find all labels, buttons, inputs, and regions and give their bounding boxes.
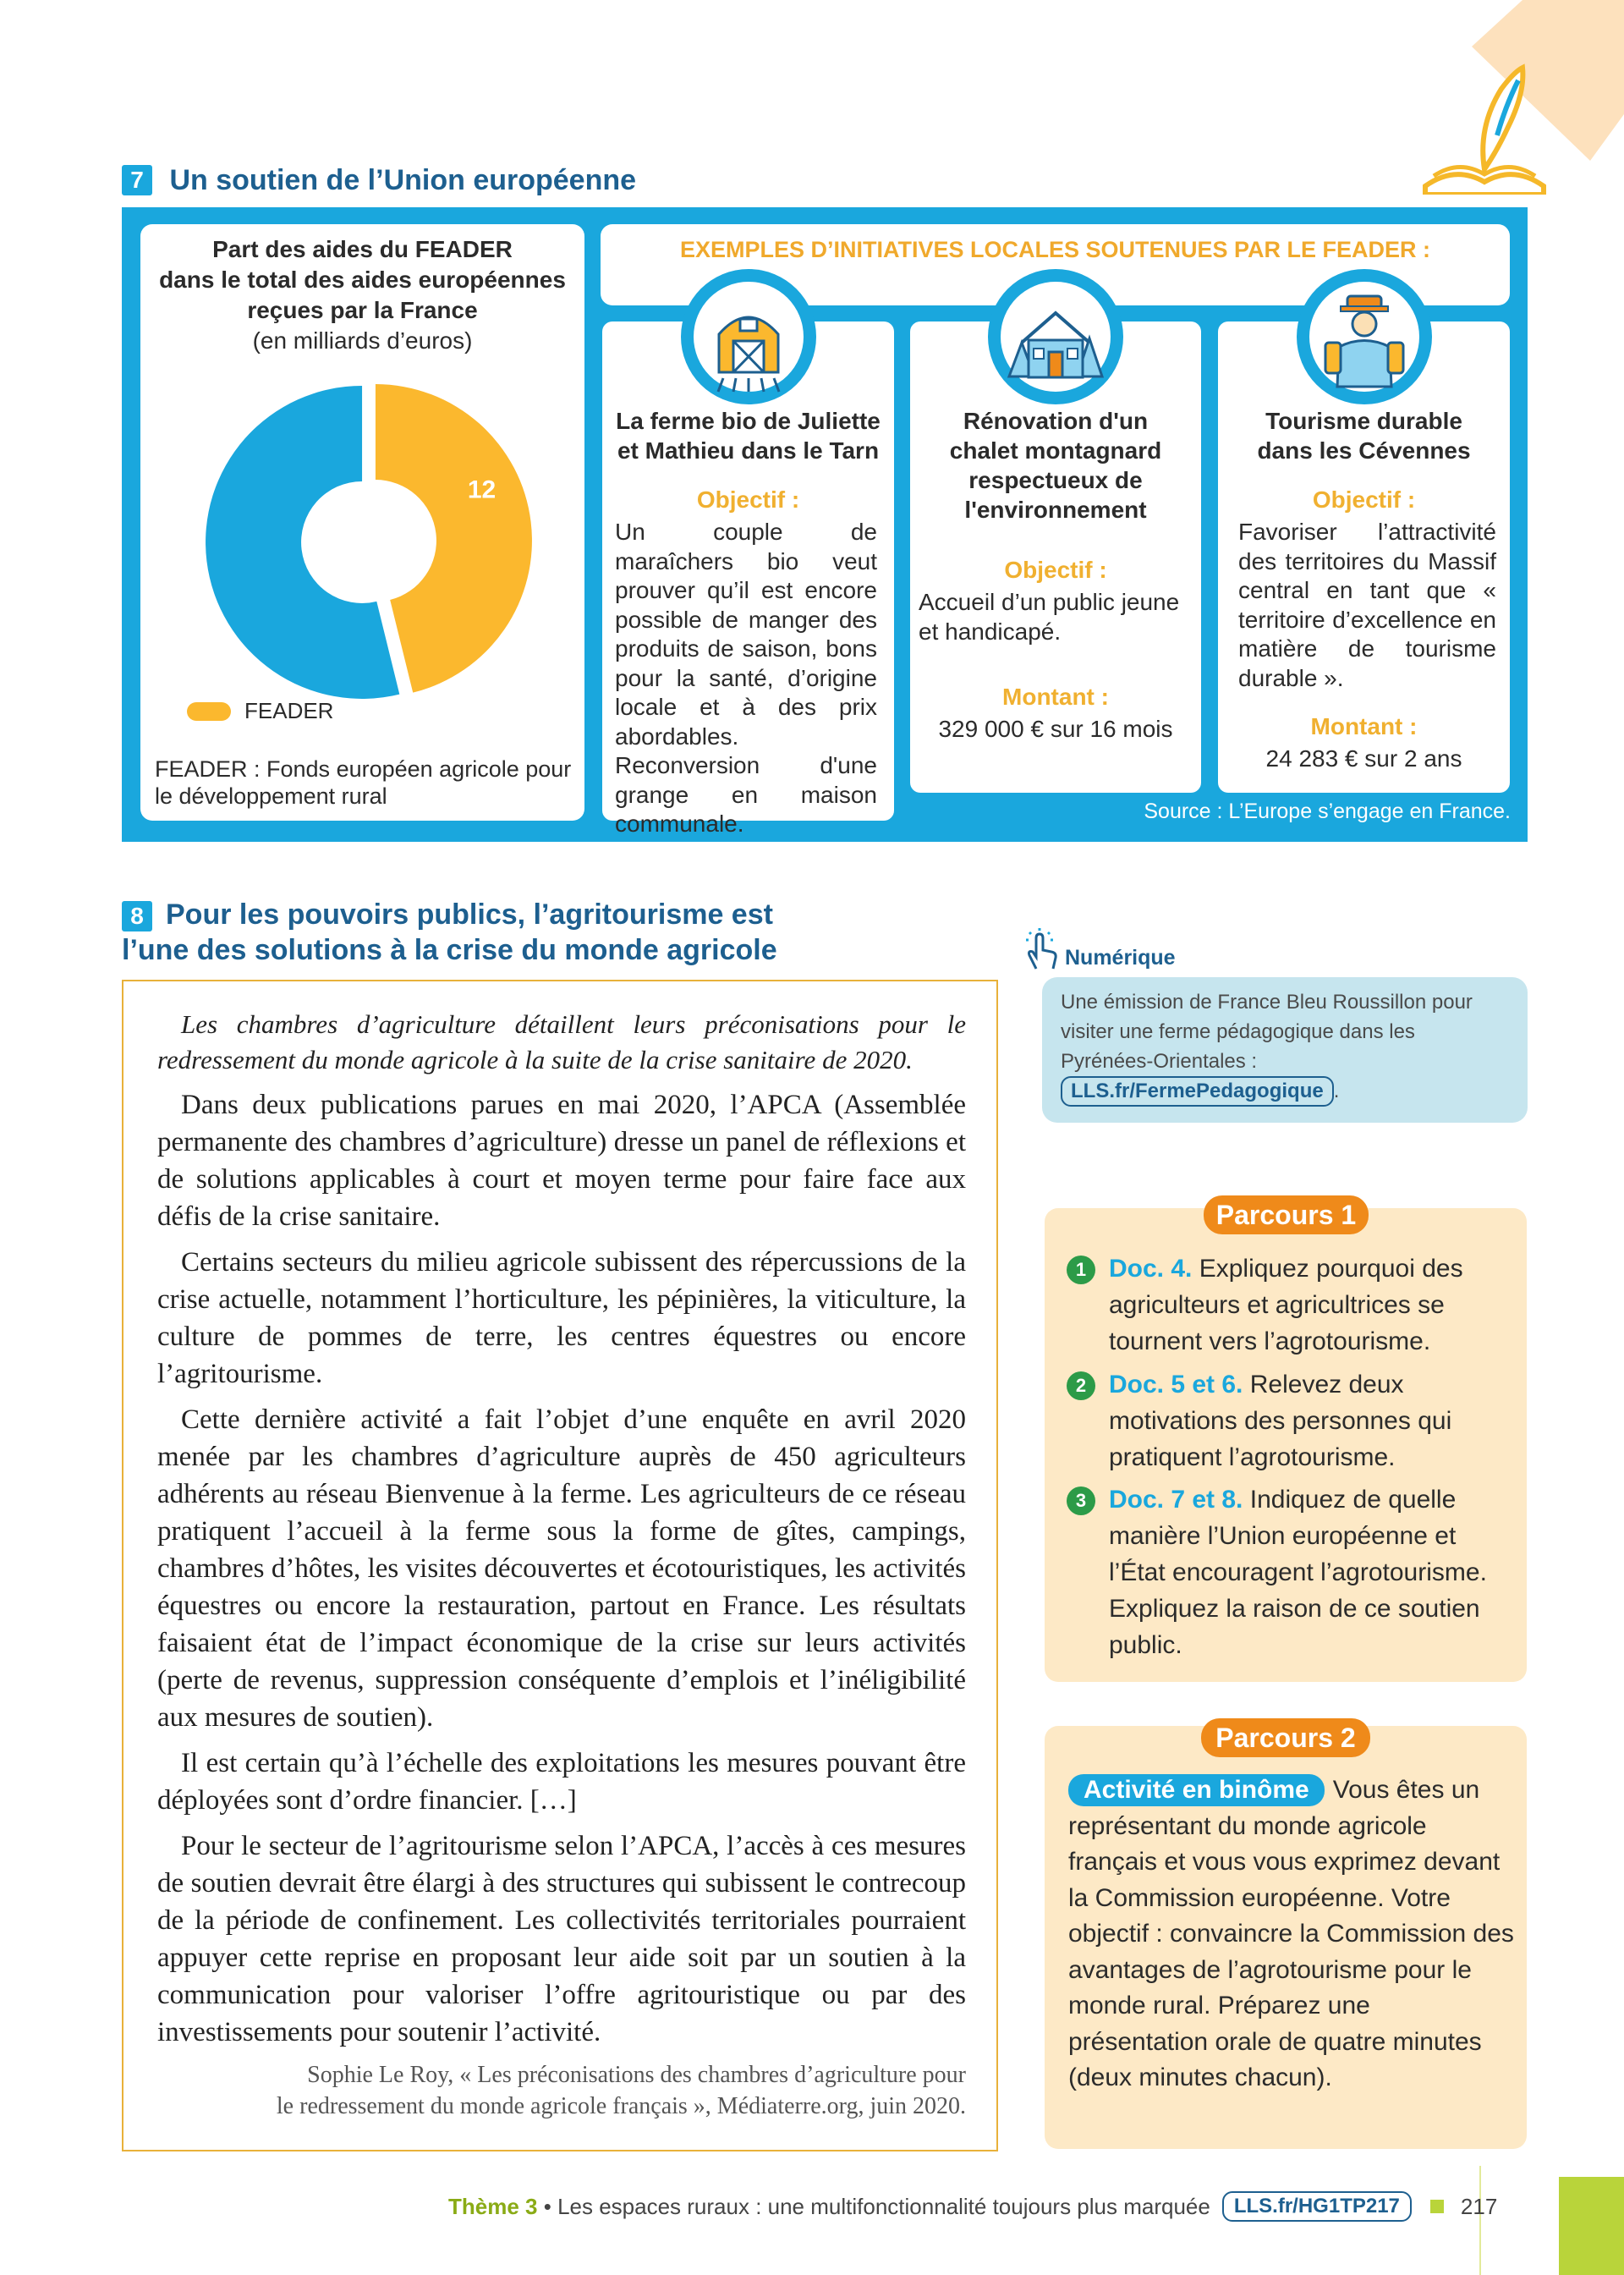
question-number: 3 <box>1067 1486 1095 1515</box>
numerique-heading <box>1019 926 1176 970</box>
doc-ref: Doc. 4. <box>1109 1255 1193 1283</box>
doc7-source: Source : L’Europe s’engage en France. <box>1144 800 1511 823</box>
doc8-source-line2: le redressement du monde agricole français », Médiaterre.org, juin 2020. <box>276 2093 966 2119</box>
doc7-title: Un soutien de l’Union européenne <box>169 164 637 196</box>
pie-slice-feader <box>376 384 532 693</box>
doc7-heading <box>122 162 636 198</box>
footer-separator: • <box>537 2193 558 2219</box>
numerique-box <box>1042 977 1528 1123</box>
chart-title <box>140 234 584 356</box>
doc8-number: 8 <box>122 901 152 931</box>
objective-text: Un couple de maraîchers bio veut prouver qu’il est encore possible de manger des produits de saison, bons pour la santé, d’origine locale et à des prix abordables. Reconversion d'une grange en maison communale. <box>615 519 877 837</box>
doc8-paragraph: Certains secteurs du milieu agricole subissent des répercussions de la crise actuelle, notamment l’horticulture, les pépinières, la viticulture, la culture de pommes de terre, les centres équestres ou encore l’agritourisme. <box>157 1247 966 1389</box>
page-footer <box>448 2191 1548 2222</box>
doc8-paragraph: Dans deux publications parues en mai 2020, l’APCA (Assemblée permanente des chambres d’agriculture) dresse un panel de réflexions et de solutions applicables à court et moyen terme pour faire face aux défis de la crise sanitaire. <box>157 1090 966 1232</box>
question-text: Relevez deux motivations des personnes qui pratiquent l’agrotourisme. <box>1109 1371 1452 1471</box>
chart-unit: (en milliards d’euros) <box>252 327 473 354</box>
pie-chart-card <box>140 224 584 821</box>
doc7-number: 7 <box>122 165 152 195</box>
doc-ref: Doc. 5 et 6. <box>1109 1371 1243 1399</box>
doc8-paragraph: Pour le secteur de l’agritourisme selon l’APCA, l’accès à ces mesures de soutien devrait être élargi à des structures qui subissent le contrecoup de la période de confinement. Les collectivités territoriales pourraient appuyer cette reprise en proposant leur aide soit par un soutien à la communication pour valoriser l’offre agritouristique ou par des investissements pour soutenir l’activité. <box>157 1831 966 2047</box>
legend-label-feader: FEADER <box>244 698 334 723</box>
pie-data-label: 12 <box>467 475 497 504</box>
page-number: 217 <box>1460 2193 1498 2219</box>
ferme-pedagogique-link[interactable]: LLS.fr/FermePedagogique <box>1061 1076 1334 1107</box>
doc8-text-box <box>122 980 998 2151</box>
parcours1-tag: Parcours 1 <box>1204 1195 1369 1234</box>
parcours2-box <box>1045 1726 1527 2149</box>
amount-text: 24 283 € sur 2 ans <box>1265 745 1462 772</box>
green-corner <box>1559 2177 1624 2275</box>
doc8-body <box>157 1007 966 2122</box>
objective-text: Favoriser l’attractivité des territoires du Massif central en tant que « territoire d’excellence en matière de tourisme durable ». <box>1238 519 1496 691</box>
examples-header: EXEMPLES D’INITIATIVES LOCALES SOUTENUES PAR LE FEADER : <box>601 224 1510 305</box>
pointer-hand-icon <box>1019 926 1062 970</box>
doc8-paragraph: Il est certain qu’à l’échelle des exploitations les mesures pouvant être déployées sont d’ordre financier. […] <box>157 1748 966 1816</box>
footer-square <box>1430 2200 1444 2213</box>
doc8-title-line2: l’une des solutions à la crise du monde agricole <box>122 934 777 966</box>
objective-label: Objectif : <box>1004 557 1107 583</box>
parcours2-text: Vous êtes un représentant du monde agricole français et vous vous exprimez devant la Commission européenne. Votre objectif : convaincre la Commission des avantages de l’agrotourisme pour le monde rural. Préparez une présentation orale de quatre minutes (deux minutes chacun). <box>1068 1776 1514 2091</box>
amount-label: Montant : <box>1310 713 1418 739</box>
activite-binome-tag: Activité en binôme <box>1068 1774 1325 1806</box>
chart-legend <box>187 698 333 724</box>
footer-text: Les espaces ruraux : une multifonctionnalité toujours plus marquée <box>557 2193 1210 2219</box>
feader-definition: FEADER : Fonds européen agricole pour le développement rural <box>155 756 572 809</box>
chart-title-line1: Part des aides du FEADER <box>212 236 513 262</box>
chalet-icon <box>1005 296 1106 389</box>
question-item <box>1068 1250 1508 1360</box>
objective-label: Objectif : <box>696 486 800 513</box>
doc8-source-line1: Sophie Le Roy, « Les préconisations des chambres d’agriculture pour <box>307 2062 966 2088</box>
doc8-intro: Les chambres d’agriculture détaillent leurs préconisations pour le redressement du monde agricole à la suite de la crise sanitaire de 2020. <box>157 1009 966 1074</box>
pie-slice-autres-aides-europ-ennes <box>206 386 399 699</box>
question-text: Indiquez de quelle manière l’Union européenne et l’État encouragent l’agrotourisme. Expliquez la raison de ce soutien public. <box>1109 1486 1487 1659</box>
chart-title-line3: reçues par la France <box>247 297 478 323</box>
legend-swatch-feader <box>187 702 231 721</box>
example-title: La ferme bio de Juliette et Mathieu dans le Tarn <box>616 408 881 464</box>
doc8-paragraph: Cette dernière activité a fait l’objet d’une enquête en avril 2020 menée par les chambres d’agriculture auprès de 450 agriculteurs adhérents au réseau Bienvenue à la ferme. Les agriculteurs de ce réseau pratiquent l’accueil à la ferme sous la forme de gîtes, campings, chambres d’hôtes, les visites découvertes et écotouristiques, les activités équestres ou encore la restauration, partout en France. Les résultats faisaient état de l’impact économique de la crise sur leurs activités (perte de revenus, suppression conséquente d’emplois et l’inéligibilité aux mesures de soutien). <box>157 1404 966 1733</box>
amount-text: 329 000 € sur 16 mois <box>938 716 1173 742</box>
question-item <box>1068 1481 1508 1663</box>
question-number: 1 <box>1067 1256 1095 1284</box>
footer-link[interactable]: LLS.fr/HG1TP217 <box>1222 2191 1412 2222</box>
hiker-icon <box>1314 292 1415 393</box>
parcours2-text-block <box>1068 1772 1517 2096</box>
example-title: Rénovation d'un chalet montagnard respectueux de l'environnement <box>949 408 1162 523</box>
doc-ref: Doc. 7 et 8. <box>1109 1486 1243 1514</box>
numerique-after-link: . <box>1333 1080 1340 1102</box>
parcours2-tag: Parcours 2 <box>1201 1718 1370 1757</box>
question-item <box>1068 1366 1508 1475</box>
parcours1-box <box>1045 1208 1527 1682</box>
numerique-label: Numérique <box>1065 946 1176 970</box>
objective-label: Objectif : <box>1312 486 1416 513</box>
amount-label: Montant : <box>1002 684 1109 710</box>
objective-text: Accueil d’un public jeune et handicapé. <box>919 589 1180 645</box>
question-number: 2 <box>1067 1371 1095 1400</box>
numerique-text: Une émission de France Bleu Roussillon pour visiter une ferme pédagogique dans les Pyrénées-Orientales : <box>1061 991 1473 1073</box>
quill-book-icon <box>1417 59 1552 195</box>
footer-theme: Thème 3 <box>448 2193 538 2219</box>
chart-title-line2: dans le total des aides européennes <box>159 267 566 293</box>
barn-icon <box>698 292 799 393</box>
doc8-heading <box>122 897 968 968</box>
doc8-title-line1: Pour les pouvoirs publics, l’agritourisme est <box>166 898 773 931</box>
doc8-source <box>157 2059 966 2122</box>
example-title: Tourisme durable dans les Cévennes <box>1257 408 1471 464</box>
pie-chart <box>191 360 546 749</box>
question-text: Expliquez pourquoi des agriculteurs et agricultrices se tournent vers l’agrotourisme. <box>1109 1255 1463 1355</box>
